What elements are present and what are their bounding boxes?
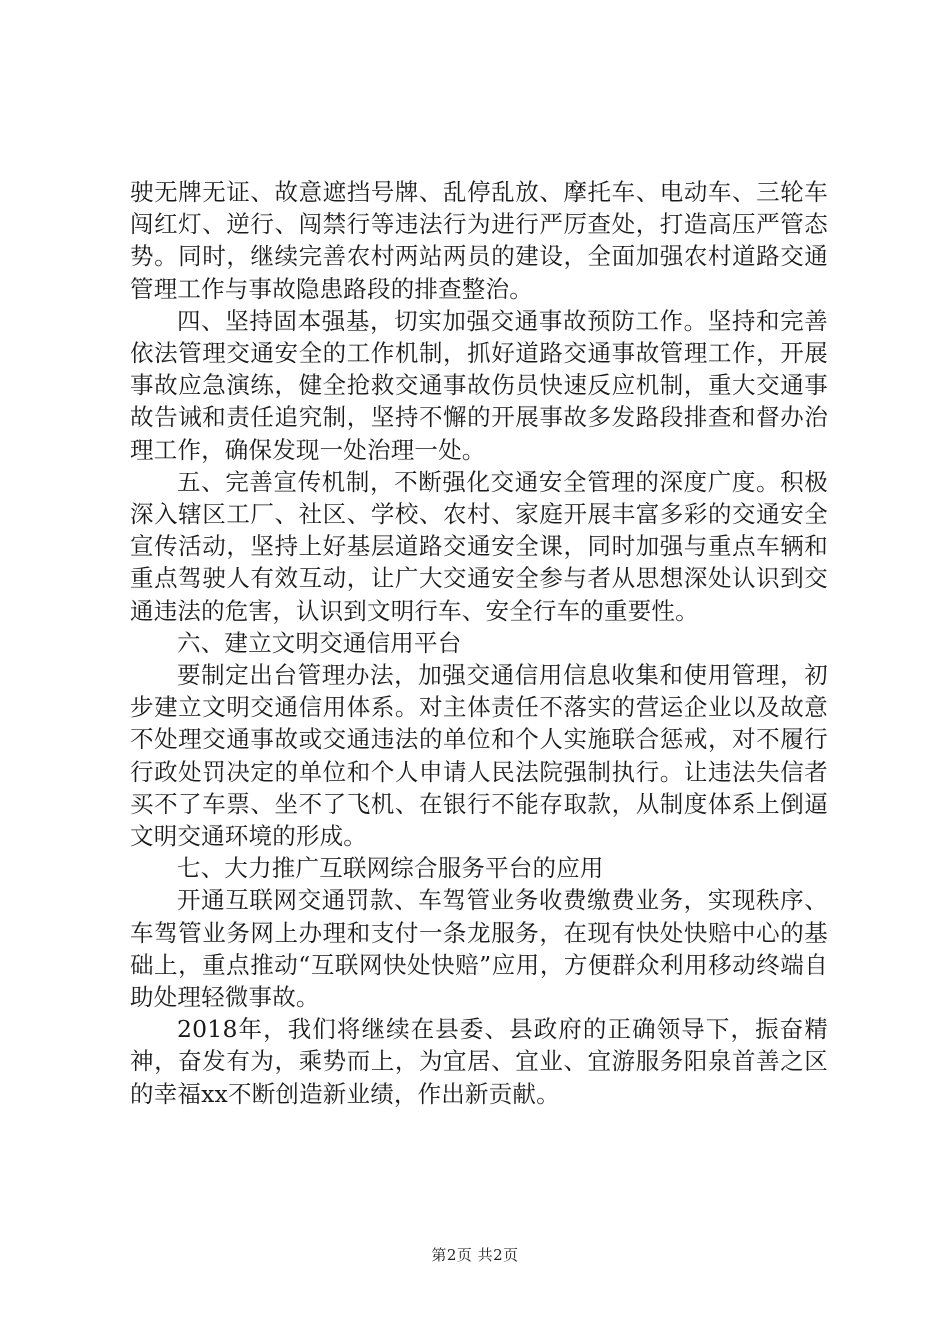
heading-section-six: 六、建立文明交通信用平台 [177, 628, 462, 657]
paragraph-section-seven-body: 开通互联网交通罚款、车驾管业务收费缴费业务，实现秩序、车驾管业务网上办理和支付一条龙服务，在现有快处快赔中心的基础上，重点推动“互联网快处快赔”应用，方便群众利用移动终端自助处理轻微事故。 [130, 886, 828, 1012]
paragraph-section-four: 四、坚持固本强基，切实加强交通事故预防工作。坚持和完善依法管理交通安全的工作机制，抓好道路交通事故管理工作，开展事故应急演练，健全抢救交通事故伤员快速反应机制，重大交通事故告诫和责任追究制，坚持不懈的开展事故多发路段排查和督办治理工作，确保发现一处治理一处。 [130, 306, 828, 464]
paragraph-conclusion: 2018年，我们将继续在县委、县政府的正确领导下，振奋精神，奋发有为，乘势而上，为宜居、宜业、宜游服务阳泉首善之区的幸福xx不断创造新业绩，作出新贡献。 [130, 1015, 828, 1108]
paragraph-section-five: 五、完善宣传机制，不断强化交通安全管理的深度广度。积极深入辖区工厂、社区、学校、农村、家庭开展丰富多彩的交通安全宣传活动，坚持上好基层道路交通安全课，同时加强与重点车辆和重点驾驶人有效互动，让广大交通安全参与者从思想深处认识到交通违法的危害，认识到文明行车、安全行车的重要性。 [130, 467, 828, 625]
document-body [130, 176, 828, 1110]
paragraph-enforcement-continued: 驶无牌无证、故意遮挡号牌、乱停乱放、摩托车、电动车、三轮车闯红灯、逆行、闯禁行等违法行为进行严厉查处，打造高压严管态势。同时，继续完善农村两站两员的建设，全面加强农村道路交通管理工作与事故隐患路段的排查整治。 [130, 178, 828, 303]
paragraph-section-six-body: 要制定出台管理办法，加强交通信用信息收集和使用管理，初步建立文明交通信用体系。对主体责任不落实的营运企业以及故意不处理交通事故或交通违法的单位和个人实施联合惩戒，对不履行行政处罚决定的单位和个人申请人民法院强制执行。让违法失信者买不了车票、坐不了飞机、在银行不能存取款，从制度体系上倒逼文明交通环境的形成。 [130, 661, 828, 851]
heading-section-seven: 七、大力推广互联网综合服务平台的应用 [177, 854, 604, 883]
page-number-footer: 第2页 共2页 [431, 1246, 519, 1264]
